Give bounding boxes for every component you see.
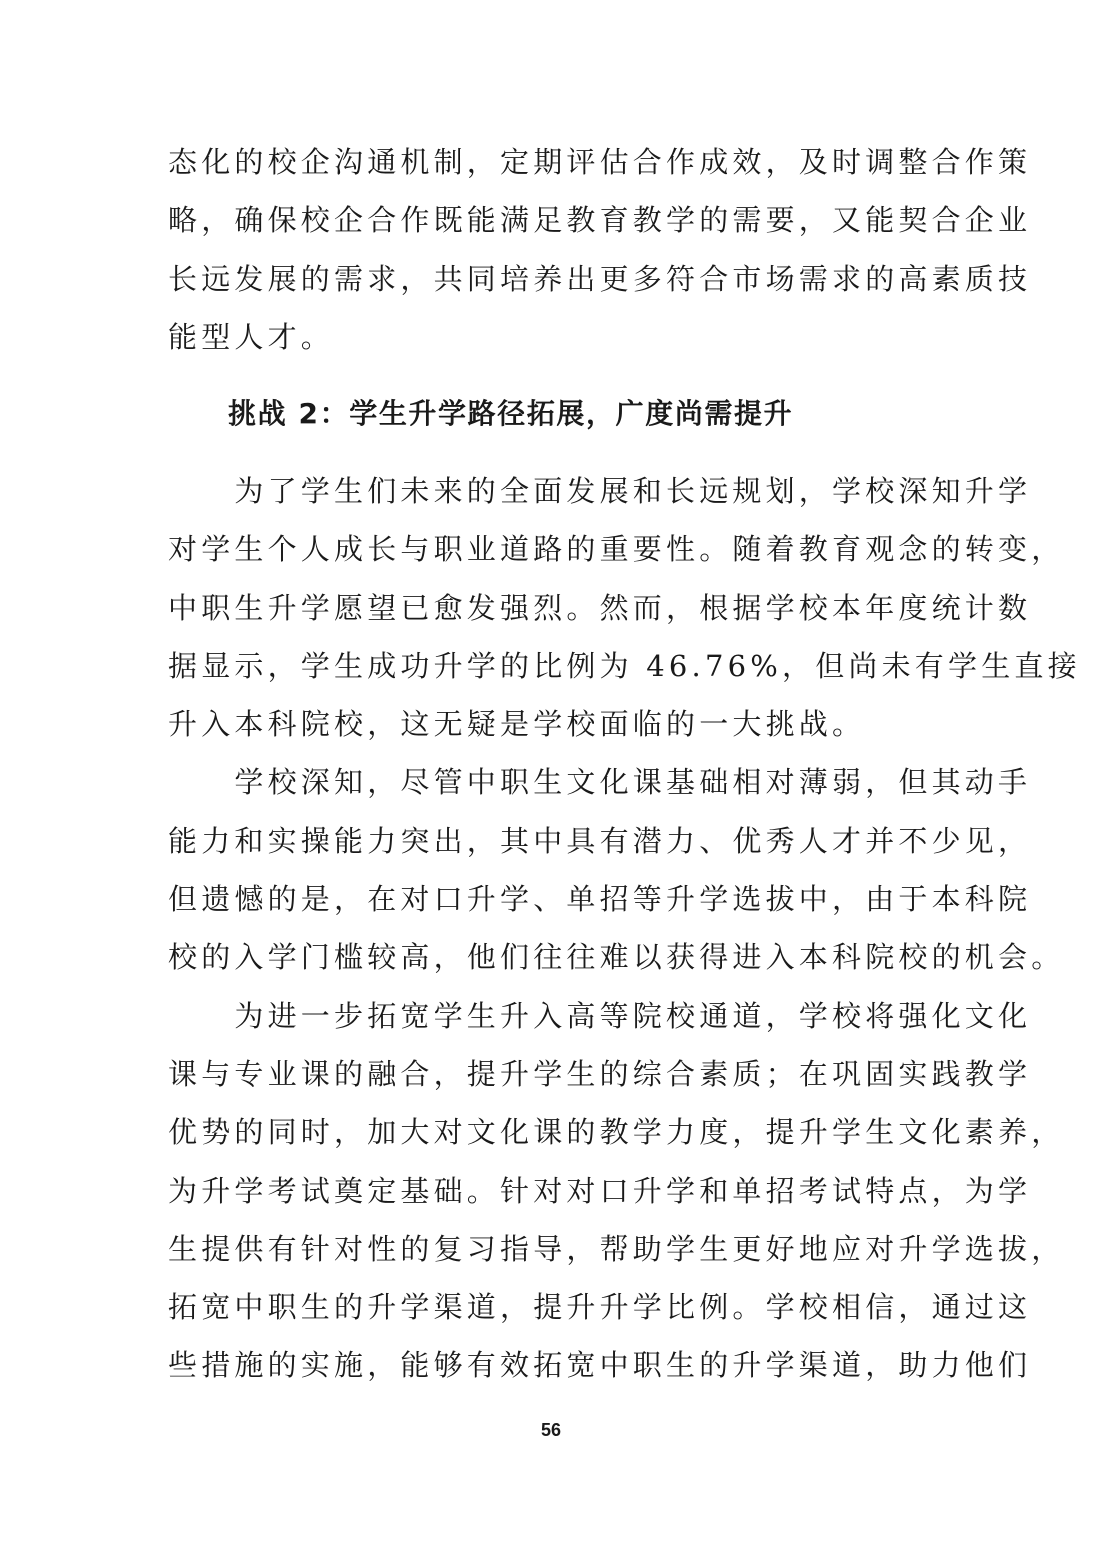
text-line: 生提供有针对性的复习指导，帮助学生更好地应对升学选拔， [168, 1231, 1065, 1266]
text-line: 为了学生们未来的全面发展和长远规划，学校深知升学 [168, 474, 1032, 508]
page-number: 56 [540, 1420, 562, 1440]
section-heading: 挑战 2：学生升学路径拓展，广度尚需提升 [228, 397, 794, 430]
text-line: 态化的校企沟通机制，定期评估合作成效，及时调整合作策 [168, 145, 1032, 179]
text-line: 升入本科院校，这无疑是学校面临的一大挑战。 [168, 707, 866, 742]
text-line: 些措施的实施，能够有效拓宽中职生的升学渠道，助力他们 [168, 1348, 1032, 1383]
text-line: 能力和实操能力突出，其中具有潜力、优秀人才并不少见， [168, 823, 1032, 858]
text-line: 优势的同时，加大对文化课的教学力度，提升学生文化素养， [168, 1115, 1065, 1150]
text-line: 长远发展的需求，共同培养出更多符合市场需求的高素质技 [168, 261, 1032, 296]
text-line: 中职生升学愿望已愈发强烈。然而，根据学校本年度统计数 [168, 590, 1032, 625]
text-line: 但遗憾的是，在对口升学、单招等升学选拔中，由于本科院 [168, 882, 1032, 917]
text-line: 据显示，学生成功升学的比例为 46.76%，但尚未有学生直接 [168, 648, 1081, 683]
paragraph-main [168, 462, 1081, 1395]
text-line: 拓宽中职生的升学渠道，提升升学比例。学校相信，通过这 [168, 1290, 1032, 1325]
text-line: 为升学考试奠定基础。针对对口升学和单招考试特点，为学 [168, 1173, 1032, 1208]
text-line: 能型人才。 [168, 319, 335, 354]
text-line: 为进一步拓宽学生升入高等院校通道，学校将强化文化 [168, 998, 1032, 1033]
paragraph-top [168, 133, 1032, 366]
text-line: 校的入学门槛较高，他们往往难以获得进入本科院校的机会。 [168, 940, 1065, 975]
text-line: 课与专业课的融合，提升学生的综合素质；在巩固实践教学 [168, 1056, 1032, 1091]
text-line: 对学生个人成长与职业道路的重要性。随着教育观念的转变， [168, 532, 1065, 567]
text-line: 学校深知，尽管中职生文化课基础相对薄弱，但其动手 [168, 765, 1032, 800]
text-line: 略，确保校企合作既能满足教育教学的需要，又能契合企业 [168, 203, 1032, 238]
